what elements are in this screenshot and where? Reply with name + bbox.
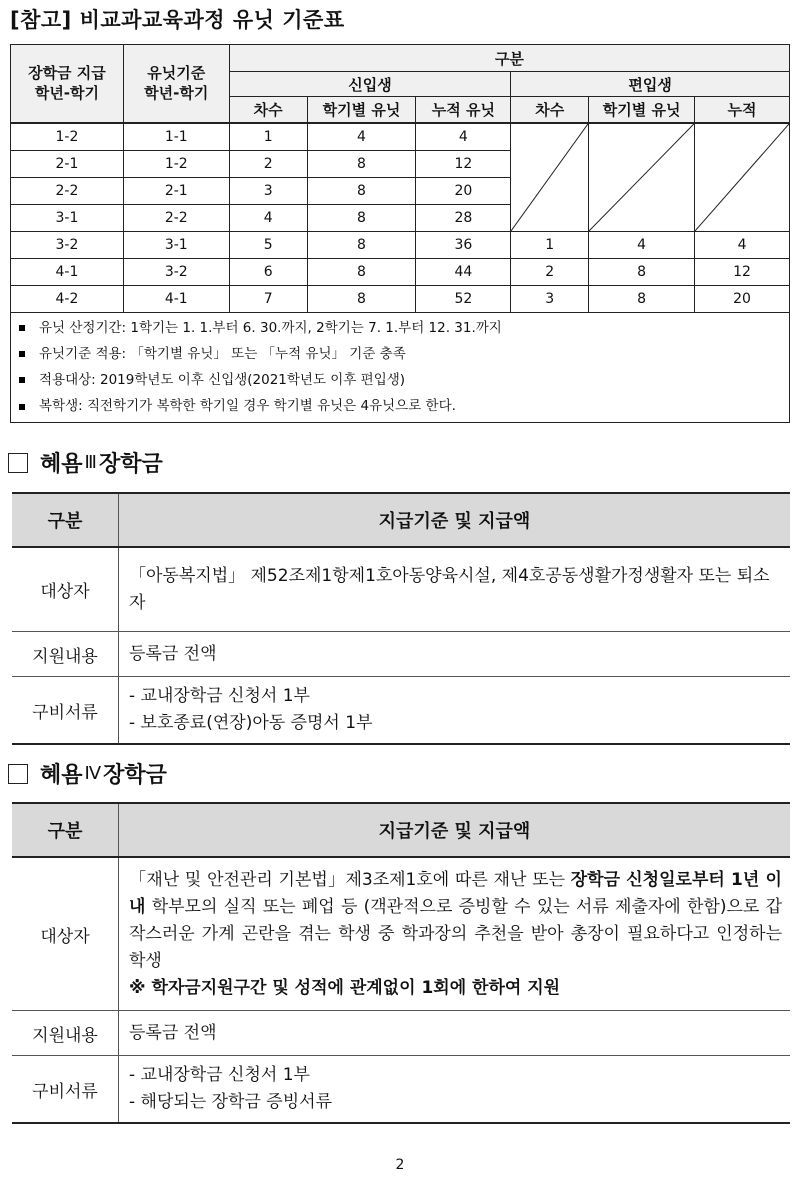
target-text: 학부모의 실직 또는 폐업 등 (객관적으로 증빙할 수 있는 서류 제출자에 한함)으로 갑작스러운 가계 곤란을 겪는 학생 중 학과장의 추천을 받아 총장이 필요하다고 인정하는 학생	[129, 896, 782, 971]
row-label: 지원내용	[12, 632, 119, 677]
header-group: 구분	[229, 45, 789, 72]
cell: 1-2	[123, 150, 229, 177]
doc-item: - 보호종료(연장)아동 증명서 1부	[129, 713, 373, 733]
diagonal-empty-cell	[695, 123, 790, 232]
cell: 8	[307, 258, 416, 285]
cell: 4-1	[123, 285, 229, 312]
cell: 2-2	[123, 204, 229, 231]
cell: 3-1	[123, 231, 229, 258]
cell: 8	[307, 150, 416, 177]
doc-item: - 교내장학금 신청서 1부	[129, 686, 310, 706]
table-row	[12, 1056, 790, 1124]
header-criteria: 지급기준 및 지급액	[119, 803, 791, 857]
cell: 4	[229, 204, 307, 231]
target-text-bold: 장학금 신청일로부터 1년 이내	[129, 869, 782, 917]
section-title-suffix: 장학금	[98, 452, 163, 477]
doc-item: - 해당되는 장학금 증빙서류	[129, 1092, 332, 1112]
header-transfer-student: 편입생	[511, 72, 790, 97]
cell: 2	[229, 150, 307, 177]
note-item	[19, 315, 783, 341]
note-item	[19, 367, 783, 393]
header-transfer-round: 차수	[511, 97, 589, 123]
diagonal-empty-cell	[511, 123, 589, 232]
section-title-3	[8, 447, 163, 478]
checkbox-square-icon	[8, 764, 28, 784]
cell: 4	[416, 123, 511, 151]
row-label: 대상자	[12, 547, 119, 632]
page-number: 2	[395, 1157, 405, 1173]
table-row	[12, 632, 790, 677]
table-row	[12, 677, 790, 745]
section-roman-numeral: Ⅲ	[84, 452, 97, 473]
note-item	[19, 341, 783, 367]
section-title-4	[8, 758, 167, 789]
cell: 3-2	[123, 258, 229, 285]
cell: 3-1	[11, 204, 124, 231]
cell: 1-1	[123, 123, 229, 151]
cell: 20	[416, 177, 511, 204]
cell: 2-1	[123, 177, 229, 204]
note-text: 복학생: 직전학기가 복학한 학기일 경우 학기별 유닛은 4유닛으로 한다.	[39, 398, 456, 415]
cell: 6	[229, 258, 307, 285]
target-note: ※ 학자금지원구간 및 성적에 관계없이 1회에 한하여 지원	[129, 977, 561, 998]
cell: 4	[589, 231, 695, 258]
row-content: 「아동복지법」 제52조제1항제1호아동양육시설, 제4호공동생활가정생활자 또는 퇴소자	[119, 547, 791, 632]
cell: 8	[307, 204, 416, 231]
row-label: 구비서류	[12, 1056, 119, 1124]
cell: 12	[695, 258, 790, 285]
note-text: 유닛 산정기간: 1학기는 1. 1.부터 6. 30.까지, 2학기는 7. 1.부터 12. 31.까지	[39, 319, 502, 336]
row-content	[119, 1056, 791, 1124]
cell: 2-2	[11, 177, 124, 204]
header-pay-semester: 장학금 지급 학년-학기	[11, 45, 124, 123]
cell: 8	[307, 285, 416, 312]
row-label: 대상자	[12, 857, 119, 1011]
checkbox-square-icon	[8, 453, 28, 473]
bullet-square-icon	[19, 377, 25, 383]
table-row	[12, 547, 790, 632]
header-transfer-semester-unit: 학기별 유닛	[589, 97, 695, 123]
scholarship-3-table	[12, 492, 790, 745]
section-title-prefix: 혜욤	[40, 763, 83, 788]
header-transfer-cumulative: 누적	[695, 97, 790, 123]
header-unit-semester: 유닛기준 학년-학기	[123, 45, 229, 123]
diagonal-empty-cell	[589, 123, 695, 232]
header-criteria: 지급기준 및 지급액	[119, 493, 791, 547]
section-roman-numeral: Ⅳ	[84, 763, 102, 784]
cell: 1-2	[11, 123, 124, 151]
cell: 44	[416, 258, 511, 285]
table-row	[12, 857, 790, 1011]
cell: 28	[416, 204, 511, 231]
row-label: 지원내용	[12, 1011, 119, 1056]
cell: 1	[511, 231, 589, 258]
cell: 3-2	[11, 231, 124, 258]
reference-title: [참고] 비교과교육과정 유닛 기준표	[10, 8, 345, 32]
table-row	[11, 285, 790, 312]
section-title-prefix: 혜욤	[40, 452, 83, 477]
cell: 4-2	[11, 285, 124, 312]
cell: 4-1	[11, 258, 124, 285]
bullet-square-icon	[19, 404, 25, 410]
cell: 4	[307, 123, 416, 151]
table-row	[11, 123, 790, 151]
table-row	[11, 258, 790, 285]
row-content: 등록금 전액	[119, 1011, 791, 1056]
cell: 52	[416, 285, 511, 312]
cell: 3	[229, 177, 307, 204]
row-content: 등록금 전액	[119, 632, 791, 677]
cell: 8	[307, 177, 416, 204]
cell: 8	[589, 258, 695, 285]
note-item	[19, 393, 783, 419]
header-new-cumulative-unit: 누적 유닛	[416, 97, 511, 123]
cell: 2	[511, 258, 589, 285]
header-new-semester-unit: 학기별 유닛	[307, 97, 416, 123]
cell: 1	[229, 123, 307, 151]
note-text: 유닛기준 적용: 「학기별 유닛」 또는 「누적 유닛」 기준 충족	[39, 345, 406, 362]
section-title-suffix: 장학금	[103, 763, 167, 788]
cell: 36	[416, 231, 511, 258]
row-content	[119, 857, 791, 1011]
cell: 3	[511, 285, 589, 312]
table-row	[12, 1011, 790, 1056]
cell: 2-1	[11, 150, 124, 177]
target-text: 「재난 및 안전관리 기본법」제3조제1호에 따른 재난 또는	[129, 869, 571, 890]
row-content	[119, 677, 791, 745]
header-category: 구분	[12, 493, 119, 547]
cell: 7	[229, 285, 307, 312]
header-category: 구분	[12, 803, 119, 857]
note-text: 적용대상: 2019학년도 이후 신입생(2021학년도 이후 편입생)	[39, 372, 406, 389]
cell: 8	[589, 285, 695, 312]
cell: 4	[695, 231, 790, 258]
bullet-square-icon	[19, 325, 25, 331]
cell: 12	[416, 150, 511, 177]
unit-criteria-table	[10, 44, 790, 423]
scholarship-4-table	[12, 802, 790, 1124]
row-label: 구비서류	[12, 677, 119, 745]
doc-item: - 교내장학금 신청서 1부	[129, 1065, 310, 1085]
notes-cell	[11, 312, 790, 422]
bullet-square-icon	[19, 351, 25, 357]
header-new-student: 신입생	[229, 72, 511, 97]
table-row	[11, 231, 790, 258]
cell: 20	[695, 285, 790, 312]
header-new-round: 차수	[229, 97, 307, 123]
cell: 5	[229, 231, 307, 258]
cell: 8	[307, 231, 416, 258]
